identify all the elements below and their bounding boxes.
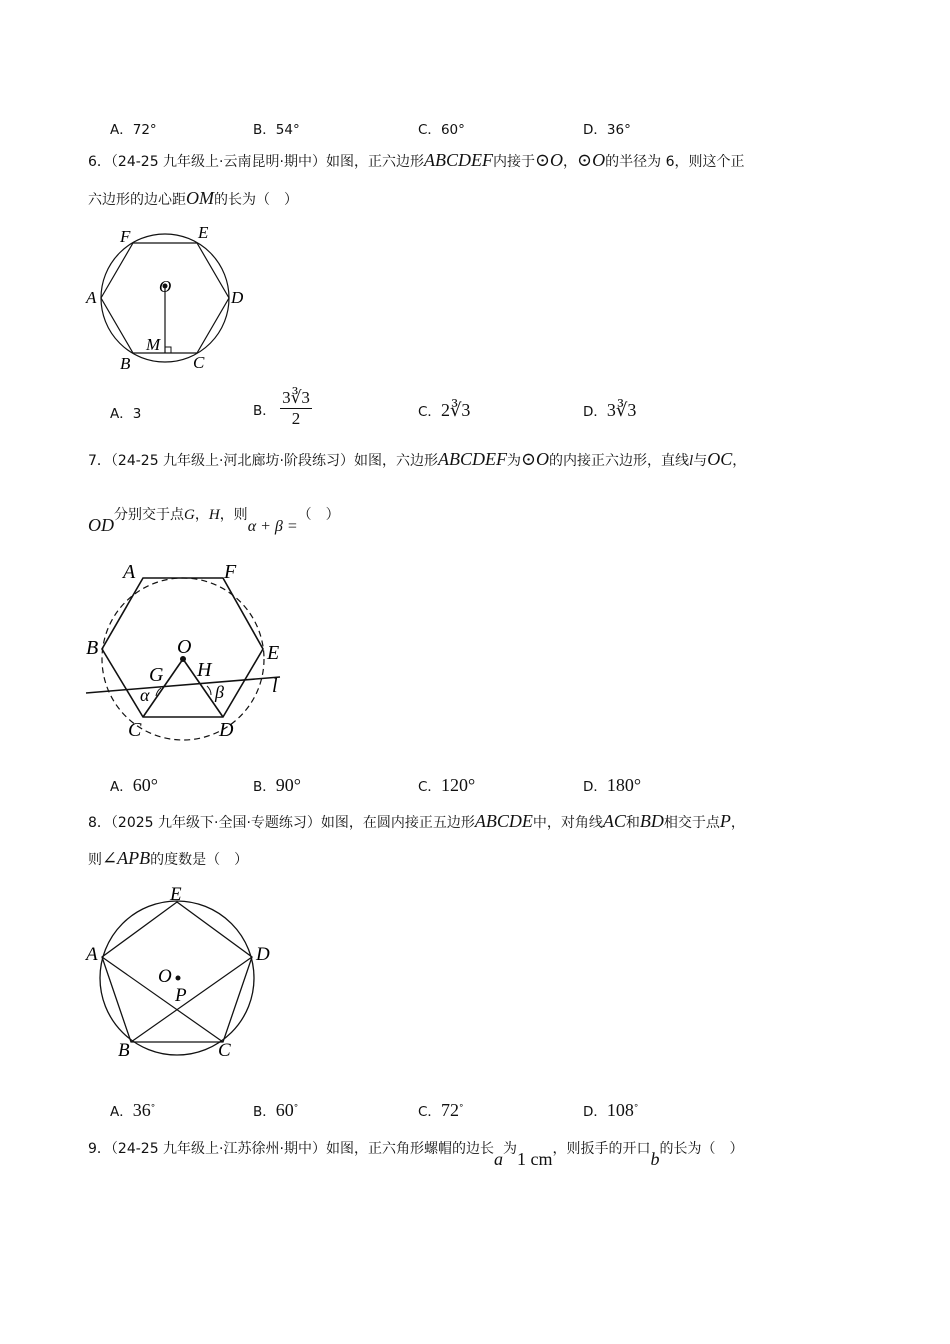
q7-label-beta: β bbox=[215, 682, 224, 702]
q8-label-o: O bbox=[158, 966, 172, 987]
q6-option-b-fraction: $\frac{3∛3}{2}$ bbox=[282, 388, 310, 428]
q8-option-a[interactable]: A．36° bbox=[110, 1100, 156, 1120]
q6-option-d[interactable]: D．3∛3 bbox=[583, 400, 637, 420]
q7-option-c[interactable]: C．120° bbox=[418, 775, 476, 795]
q6-option-a[interactable]: A．3 bbox=[110, 406, 142, 422]
q7-label-b: B bbox=[86, 637, 99, 659]
q6-label-c: C bbox=[193, 353, 205, 372]
q7-figure bbox=[80, 555, 300, 745]
q6-stem-line1: 6．（24-25 九年级上·云南昆明·期中）如图，正六边形ABCDEF内接于⊙O，⊙O的半径为 6，则这个正 bbox=[88, 150, 745, 170]
q8-pentagon bbox=[102, 902, 252, 1042]
q6-label-f: F bbox=[120, 227, 131, 246]
q6-option-c[interactable]: C．2∛3 bbox=[418, 400, 471, 420]
q8-label-e: E bbox=[170, 884, 182, 905]
q5-option-c[interactable]: C．60° bbox=[418, 122, 465, 138]
q7-stem-line2: OD分别交于点G，H，则α + β =（ ） bbox=[88, 507, 340, 535]
q6-label-m: M bbox=[146, 335, 161, 354]
q6-option-b[interactable]: B． $\frac{3∛3}{2}$ bbox=[253, 388, 310, 428]
q8-figure bbox=[80, 880, 280, 1065]
q6-figure bbox=[80, 220, 260, 380]
q5-option-a[interactable]: A．72° bbox=[110, 122, 157, 138]
q6-label-a: A bbox=[86, 288, 97, 307]
q8-label-c: C bbox=[218, 1040, 231, 1061]
q7-label-alpha: α bbox=[140, 685, 150, 705]
q6-label-o: O bbox=[159, 277, 172, 296]
q6-label-d: D bbox=[231, 288, 244, 307]
q8-option-d[interactable]: D．108° bbox=[583, 1100, 639, 1120]
q7-option-d[interactable]: D．180° bbox=[583, 775, 642, 795]
q7-option-a[interactable]: A．60° bbox=[110, 775, 158, 795]
q8-stem-line1: 8．（2025 九年级下·全国·专题练习）如图，在圆内接正五边形ABCDE中，对角线AC和BD相交于点P， bbox=[88, 811, 745, 831]
q6-label-e: E bbox=[198, 223, 209, 242]
q7-label-l: l bbox=[272, 675, 278, 697]
q9-stem-line1: 9．（24-25 九年级上·江苏徐州·期中）如图，正六角形螺帽的边长a为1 cm，则扳手的开口b的长为（ ） bbox=[88, 1141, 744, 1169]
q5-option-d[interactable]: D．36° bbox=[583, 122, 631, 138]
q7-label-h: H bbox=[197, 659, 212, 681]
q7-option-b[interactable]: B．90° bbox=[253, 775, 301, 795]
q7-label-f: F bbox=[224, 561, 237, 583]
q8-label-a: A bbox=[86, 944, 98, 965]
q6-right-angle bbox=[165, 347, 171, 353]
q8-label-d: D bbox=[256, 944, 270, 965]
q6-label-b: B bbox=[120, 354, 131, 373]
q7-label-d: D bbox=[219, 719, 234, 741]
q8-label-p: P bbox=[175, 985, 187, 1006]
q8-label-b: B bbox=[118, 1040, 130, 1061]
q5-option-b[interactable]: B．54° bbox=[253, 122, 300, 138]
q6-stem-line2: 六边形的边心距OM的长为（ ） bbox=[88, 188, 298, 208]
q7-label-e: E bbox=[267, 642, 280, 664]
q8-stem-line2: 则∠APB的度数是（ ） bbox=[88, 848, 249, 868]
q7-stem-line1: 7．（24-25 九年级上·河北廊坊·阶段练习）如图，六边形ABCDEF为⊙O的内接正六边形，直线l与OC， bbox=[88, 449, 747, 469]
q8-center-dot bbox=[176, 976, 181, 981]
q7-line-l bbox=[86, 677, 280, 693]
q8-option-c[interactable]: C．72° bbox=[418, 1100, 464, 1120]
q8-option-b[interactable]: B．60° bbox=[253, 1100, 299, 1120]
q7-label-o: O bbox=[177, 636, 192, 658]
q7-label-g: G bbox=[149, 664, 164, 686]
q7-label-c: C bbox=[128, 719, 142, 741]
q7-label-a: A bbox=[123, 561, 136, 583]
